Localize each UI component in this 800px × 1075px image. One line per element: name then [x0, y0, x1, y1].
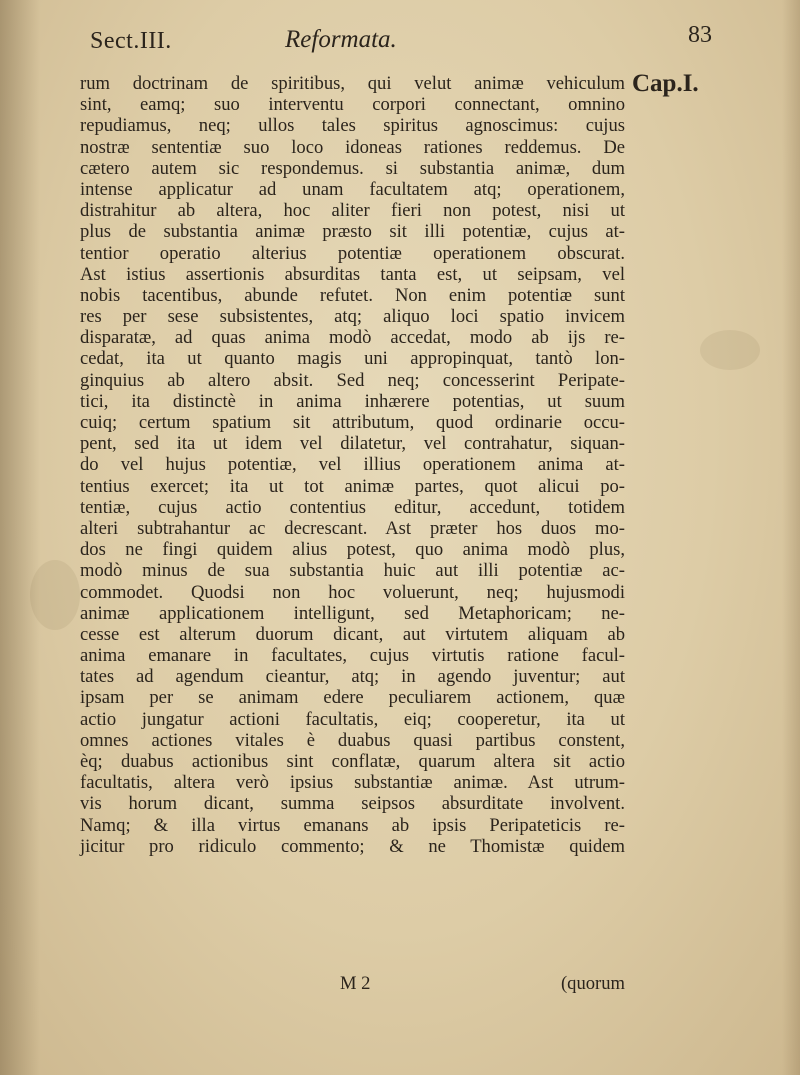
page-header: [90, 22, 712, 62]
text-line: dos ne fingi quidem alius potest, quo anima modò plus,: [80, 539, 625, 561]
text-line: cesse est alterum duorum dicant, aut virtutem aliquam ab: [80, 623, 625, 645]
text-line: ginquius ab altero absit. Sed neq; concesserint Peripate-: [80, 369, 625, 391]
text-line: jicitur pro ridiculo commento; & ne Thomistæ quidem: [80, 835, 625, 857]
text-line: disparatæ, ad quas anima modò accedat, modo ab ijs re-: [80, 327, 625, 349]
text-line: èq; duabus actionibus sint conflatæ, quarum altera sit actio: [80, 751, 625, 772]
text-line: cætero autem sic respondemus. si substantia animæ, dum: [80, 157, 625, 179]
paper-stain: [700, 330, 760, 370]
text-line: commodet. Quodsi non hoc voluerunt, neq; hujusmodi: [80, 581, 625, 603]
spine-shadow: [0, 0, 40, 1075]
text-line: tentior operatio alterius potentiæ operationem obscurat.: [80, 242, 625, 264]
text-line: alteri subtrahantur ac decrescant. Ast præter hos duos mo-: [80, 517, 625, 539]
text-line: tici, ita distinctè in anima inhærere potentias, ut suum: [80, 390, 625, 412]
signature-mark: M 2: [340, 973, 371, 994]
text-line: nostræ sententiæ suo loco idoneas rationes reddemus. De: [80, 136, 625, 158]
text-line: cuiq; certum spatium sit attributum, quod ordinarie occu-: [80, 412, 625, 433]
text-line: intense applicatur ad unam facultatem atq; operationem,: [80, 178, 625, 200]
text-line: anima emanare in facultates, cujus virtutis ratione facul-: [80, 645, 625, 667]
running-title: Reformata.: [285, 26, 397, 53]
text-line: pent, sed ita ut idem vel dilatetur, vel contrahatur, siquan-: [80, 433, 625, 455]
margin-chapter-note: Cap.I.: [632, 70, 699, 97]
text-line: nobis tacentibus, abunde refutet. Non enim potentiæ sunt: [80, 284, 625, 306]
text-line: do vel hujus potentiæ, vel illius operationem anima at-: [80, 454, 625, 476]
text-line: Namq; & illa virtus emanans ab ipsis Peripateticis re-: [80, 814, 625, 836]
text-line: vis horum dicant, summa seipsos absurditate involvent.: [80, 793, 625, 815]
text-line: facultatis, altera verò ipsius substantiæ animæ. Ast utrum-: [80, 772, 625, 794]
paper-stain: [30, 560, 80, 630]
text-line: repudiamus, neq; ullos tales spiritus agnoscimus: cujus: [80, 115, 625, 137]
text-line: plus de substantia animæ præsto sit illi potentiæ, cujus at-: [80, 221, 625, 243]
text-line: tentius exercet; ita ut tot animæ partes, quot alicui po-: [80, 475, 625, 497]
catchword: (quorum: [560, 973, 625, 994]
text-line: res per sese subsistentes, atq; aliquo loci spatio invicem: [80, 306, 625, 328]
page-number: 83: [688, 22, 712, 48]
text-line: tates ad agendum cieantur, atq; in agendo juventur; aut: [80, 666, 625, 688]
page-edge-shadow: [782, 0, 800, 1075]
body-text: [80, 73, 625, 857]
text-line: modò minus de sua substantia huic aut illi potentiæ ac-: [80, 560, 625, 582]
text-line: sint, eamq; suo interventu corpori connectant, omnino: [80, 94, 625, 116]
text-line: omnes actiones vitales è duabus quasi partibus constent,: [80, 729, 625, 751]
text-line: actio jungatur actioni facultatis, eiq; cooperetur, ita ut: [80, 708, 625, 730]
section-heading: Sect.III.: [90, 28, 172, 54]
text-line: cedat, ita ut quanto magis uni appropinquat, tantò lon-: [80, 348, 625, 370]
text-line: rum doctrinam de spiritibus, qui velut animæ vehiculum: [80, 73, 625, 94]
text-line: Ast istius assertionis absurditas tanta est, ut seipsam, vel: [80, 263, 625, 285]
text-line: tentiæ, cujus actio contentius editur, accedunt, totidem: [80, 496, 625, 518]
text-line: animæ applicationem intelligunt, sed Metaphoricam; ne-: [80, 602, 625, 624]
text-line: ipsam per se animam edere peculiarem actionem, quæ: [80, 687, 625, 709]
page-footer: [80, 973, 625, 997]
text-line: distrahitur ab altera, hoc aliter fieri non potest, nisi ut: [80, 200, 625, 222]
